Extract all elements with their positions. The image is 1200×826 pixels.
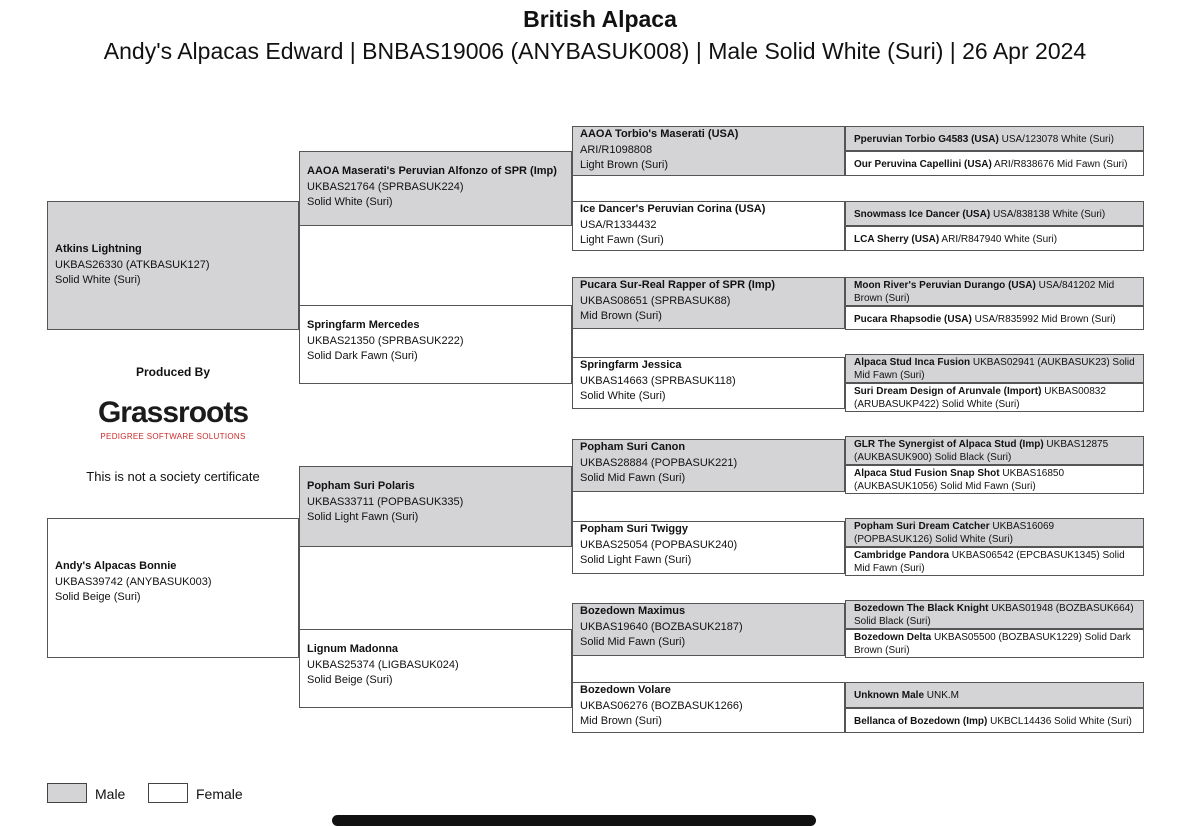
ancestor-gen4-name: Bozedown Delta bbox=[854, 632, 932, 643]
ancestor-gen4-detail: UKBAS05500 (BOZBASUK1229) Solid Dark Brown (Suri) bbox=[854, 632, 1131, 656]
ancestor-gen3-reg: USA/R1334432 bbox=[580, 218, 657, 231]
connector-line bbox=[299, 466, 300, 708]
ancestor-gen4-detail: UKBAS01948 (BOZBASUK664) Solid Black (Suri) bbox=[854, 603, 1134, 627]
ancestor-gen4-detail: UKBAS16069 (POPBASUK126) Solid White (Suri) bbox=[854, 521, 1055, 545]
ancestor-gen4-box bbox=[845, 151, 1144, 176]
ancestor-gen4-detail: UKBAS00832 (ARUBASUKP422) Solid White (Suri) bbox=[854, 386, 1106, 410]
ancestor-gen4-name: Bozedown The Black Knight bbox=[854, 603, 989, 614]
page-subtitle: Andy's Alpacas Edward | BNBAS19006 (ANYBASUK008) | Male Solid White (Suri) | 26 Apr 2024 bbox=[103, 38, 1087, 64]
ancestor-gen3-box bbox=[572, 439, 845, 492]
ancestor-gen4-name: Pperuvian Torbio G4583 (USA) bbox=[854, 134, 999, 145]
produced-by-label: Produced By bbox=[135, 365, 210, 379]
ancestor-gen4-box bbox=[845, 629, 1144, 658]
ancestor-gen3-reg: UKBAS06276 (BOZBASUK1266) bbox=[580, 699, 743, 712]
ancestor-gen3-name: Popham Suri Twiggy bbox=[580, 523, 688, 535]
paternal-granddam-box bbox=[299, 305, 572, 384]
ancestor-gen3-box bbox=[572, 603, 845, 656]
ancestor-gen3-color: Solid White (Suri) bbox=[580, 390, 666, 402]
ancestor-gen4-name: GLR The Synergist of Alpaca Stud (Imp) bbox=[854, 439, 1044, 450]
legend-male-label: Male bbox=[95, 786, 126, 802]
logo-tagline: PEDIGREE SOFTWARE SOLUTIONS bbox=[100, 432, 246, 441]
ancestor-gen4-detail: ARI/R838676 Mid Fawn (Suri) bbox=[991, 159, 1128, 170]
ancestor-gen4-detail: UKBAS02941 (AUKBASUK23) Solid Mid Fawn (Suri) bbox=[854, 357, 1135, 381]
ancestor-gen3-name: Ice Dancer's Peruvian Corina (USA) bbox=[580, 203, 766, 215]
ancestor-gen3-reg: UKBAS28884 (POPBASUK221) bbox=[580, 456, 738, 469]
paternal-granddam-name: Springfarm Mercedes bbox=[307, 319, 420, 331]
maternal-grandsire-name: Popham Suri Polaris bbox=[307, 480, 415, 492]
ancestor-gen3-name: Bozedown Volare bbox=[580, 684, 671, 696]
connector-line bbox=[299, 151, 300, 384]
sire-name: Atkins Lightning bbox=[55, 243, 142, 255]
ancestor-gen3-box bbox=[572, 201, 845, 251]
ancestor-gen3-reg: UKBAS08651 (SPRBASUK88) bbox=[580, 294, 731, 307]
ancestor-gen4-box bbox=[845, 201, 1144, 226]
ancestor-gen4-detail: USA/123078 White (Suri) bbox=[998, 134, 1114, 145]
ancestor-gen4-box bbox=[845, 354, 1144, 383]
maternal-grandsire-color: Solid Light Fawn (Suri) bbox=[307, 511, 419, 523]
ancestor-gen3-name: Springfarm Jessica bbox=[580, 359, 682, 371]
ancestor-gen4-detail: USA/838138 White (Suri) bbox=[990, 209, 1106, 220]
ancestor-gen4-name: Pucara Rhapsodie (USA) bbox=[854, 314, 972, 325]
maternal-granddam-box bbox=[299, 629, 572, 708]
grassroots-logo: Grassroots bbox=[97, 396, 249, 429]
ancestor-gen4-name: Suri Dream Design of Arunvale (Import) bbox=[854, 386, 1042, 397]
ancestor-gen4-name: LCA Sherry (USA) bbox=[854, 234, 940, 245]
ancestor-gen4-detail: UNK.M bbox=[924, 690, 960, 701]
ancestor-gen4-detail: UKBAS16850 (AUKBASUK1056) Solid Mid Fawn (Suri) bbox=[854, 468, 1065, 492]
ancestor-gen4-detail: UKBAS06542 (EPCBASUK1345) Solid Mid Fawn (Suri) bbox=[854, 550, 1125, 574]
paternal-grandsire-reg: UKBAS21764 (SPRBASUK224) bbox=[307, 180, 464, 193]
ancestor-gen4-box bbox=[845, 465, 1144, 494]
legend-female-swatch bbox=[148, 783, 188, 803]
page-title: British Alpaca bbox=[523, 6, 677, 32]
dam-box bbox=[47, 518, 299, 658]
ancestor-gen3-name: AAOA Torbio's Maserati (USA) bbox=[580, 128, 739, 140]
ancestor-gen4-box bbox=[845, 436, 1144, 465]
ancestor-gen3-name: Pucara Sur-Real Rapper of SPR (Imp) bbox=[580, 279, 775, 291]
ancestor-gen4-box bbox=[845, 547, 1144, 576]
ancestor-gen3-reg: UKBAS25054 (POPBASUK240) bbox=[580, 538, 738, 551]
ancestor-gen4-box bbox=[845, 383, 1144, 412]
ancestor-gen4-box bbox=[845, 306, 1144, 330]
ancestor-gen3-color: Solid Mid Fawn (Suri) bbox=[580, 636, 686, 648]
ancestor-gen3-name: Bozedown Maximus bbox=[580, 605, 686, 617]
ancestor-gen4-name: Snowmass Ice Dancer (USA) bbox=[854, 209, 991, 220]
ancestor-gen3-box bbox=[572, 682, 845, 733]
ancestor-gen4-name: Alpaca Stud Fusion Snap Shot bbox=[854, 468, 1000, 479]
ancestor-gen4-name: Popham Suri Dream Catcher bbox=[854, 521, 990, 532]
ancestor-gen3-reg: UKBAS14663 (SPRBASUK118) bbox=[580, 374, 736, 387]
connector-line bbox=[572, 126, 573, 251]
ancestor-gen3-color: Solid Mid Fawn (Suri) bbox=[580, 472, 686, 484]
ancestor-gen3-color: Solid Light Fawn (Suri) bbox=[580, 554, 692, 566]
ancestor-gen3-color: Mid Brown (Suri) bbox=[580, 310, 662, 322]
ancestor-gen3-color: Light Brown (Suri) bbox=[580, 159, 669, 171]
ancestor-gen3-reg: UKBAS19640 (BOZBASUK2187) bbox=[580, 620, 743, 633]
ancestor-gen3-reg: ARI/R1098808 bbox=[580, 143, 653, 156]
ancestor-gen3-name: Popham Suri Canon bbox=[580, 441, 686, 453]
ancestor-gen4-box bbox=[845, 518, 1144, 547]
ancestor-gen4-box bbox=[845, 277, 1144, 306]
ancestor-gen4-name: Cambridge Pandora bbox=[854, 550, 950, 561]
maternal-granddam-name: Lignum Madonna bbox=[307, 643, 399, 655]
paternal-grandsire-color: Solid White (Suri) bbox=[307, 196, 393, 208]
ancestor-gen4-box bbox=[845, 126, 1144, 151]
ancestor-gen4-detail: UKBCL14436 Solid White (Suri) bbox=[987, 716, 1132, 727]
dam-reg: UKBAS39742 (ANYBASUK003) bbox=[55, 575, 212, 588]
dam-name: Andy's Alpacas Bonnie bbox=[55, 560, 177, 572]
ancestor-gen3-color: Mid Brown (Suri) bbox=[580, 715, 662, 727]
ancestor-gen3-color: Light Fawn (Suri) bbox=[580, 234, 664, 246]
sire-box bbox=[47, 201, 299, 330]
connector-line bbox=[572, 603, 573, 733]
ancestor-gen4-box bbox=[845, 708, 1144, 733]
ancestor-gen4-name: Moon River's Peruvian Durango (USA) bbox=[854, 280, 1036, 291]
maternal-granddam-color: Solid Beige (Suri) bbox=[307, 674, 393, 686]
ancestor-gen4-detail: USA/841202 Mid Brown (Suri) bbox=[854, 280, 1115, 304]
connector-line bbox=[572, 439, 573, 574]
ancestor-gen4-name: Unknown Male bbox=[854, 690, 925, 701]
ancestor-gen3-box bbox=[572, 357, 845, 409]
ancestor-gen4-box bbox=[845, 226, 1144, 251]
paternal-grandsire-box bbox=[299, 151, 572, 226]
ancestor-gen4-detail: USA/R835992 Mid Brown (Suri) bbox=[971, 314, 1116, 325]
connector-line bbox=[572, 277, 573, 409]
ancestor-gen4-box bbox=[845, 600, 1144, 629]
maternal-grandsire-reg: UKBAS33711 (POPBASUK335) bbox=[307, 495, 464, 508]
maternal-granddam-reg: UKBAS25374 (LIGBASUK024) bbox=[307, 658, 459, 671]
legend-female-label: Female bbox=[196, 786, 243, 802]
ancestor-gen4-name: Our Peruvina Capellini (USA) bbox=[854, 159, 992, 170]
dam-color: Solid Beige (Suri) bbox=[55, 591, 141, 603]
ancestor-gen4-name: Alpaca Stud Inca Fusion bbox=[854, 357, 971, 368]
horizontal-scrollbar[interactable] bbox=[332, 815, 816, 826]
ancestor-gen4-detail: UKBAS12875 (AUKBASUK900) Solid Black (Suri) bbox=[854, 439, 1109, 463]
maternal-grandsire-box bbox=[299, 466, 572, 547]
ancestor-gen3-box bbox=[572, 277, 845, 329]
certificate-disclaimer: This is not a society certificate bbox=[86, 469, 260, 484]
paternal-grandsire-name: AAOA Maserati's Peruvian Alfonzo of SPR (Imp) bbox=[307, 165, 557, 177]
ancestor-gen3-box bbox=[572, 126, 845, 176]
ancestor-gen4-box bbox=[845, 682, 1144, 708]
ancestor-gen4-detail: ARI/R847940 White (Suri) bbox=[939, 234, 1058, 245]
ancestor-gen3-box bbox=[572, 521, 845, 574]
sire-color: Solid White (Suri) bbox=[55, 274, 141, 286]
sire-reg: UKBAS26330 (ATKBASUK127) bbox=[55, 258, 210, 271]
paternal-granddam-color: Solid Dark Fawn (Suri) bbox=[307, 350, 418, 362]
paternal-granddam-reg: UKBAS21350 (SPRBASUK222) bbox=[307, 334, 464, 347]
ancestor-gen4-name: Bellanca of Bozedown (Imp) bbox=[854, 716, 988, 727]
legend-male-swatch bbox=[47, 783, 87, 803]
